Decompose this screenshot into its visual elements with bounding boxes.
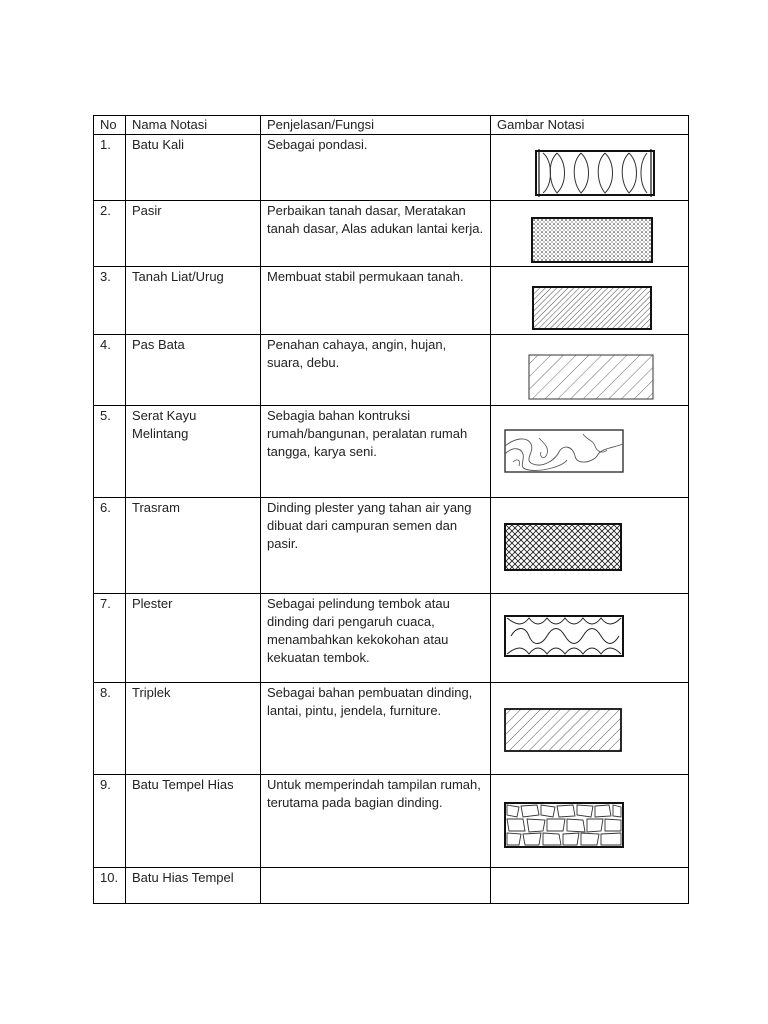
row-number: 1. [94, 135, 126, 201]
notation-image-cell [491, 498, 689, 594]
notation-description: Untuk memperindah tampilan rumah, terutama pada bagian dinding. [261, 775, 491, 868]
notation-table [93, 115, 689, 904]
row-number: 5. [94, 406, 126, 498]
table-row [94, 498, 689, 594]
triplek-pattern-icon [503, 707, 688, 753]
plester-pattern-icon [503, 612, 688, 660]
header-no: No [94, 116, 126, 135]
notation-name: Batu Tempel Hias [126, 775, 261, 868]
row-number: 8. [94, 683, 126, 775]
row-number: 2. [94, 201, 126, 267]
row-number: 9. [94, 775, 126, 868]
notation-name: Trasram [126, 498, 261, 594]
notation-image-cell [491, 594, 689, 683]
notation-image-cell [491, 406, 689, 498]
row-number: 6. [94, 498, 126, 594]
notation-image-cell [491, 135, 689, 201]
row-number: 7. [94, 594, 126, 683]
batu-kali-pattern-icon [535, 149, 688, 197]
table-row [94, 135, 689, 201]
notation-name: Plester [126, 594, 261, 683]
notation-description: Sebagai pondasi. [261, 135, 491, 201]
header-name: Nama Notasi [126, 116, 261, 135]
pas-bata-pattern-icon [527, 353, 688, 401]
notation-description: Membuat stabil permukaan tanah. [261, 267, 491, 335]
notation-name: Batu Hias Tempel [126, 868, 261, 904]
notation-name: Pas Bata [126, 335, 261, 406]
notation-name: Triplek [126, 683, 261, 775]
header-image: Gambar Notasi [491, 116, 689, 135]
notation-image-cell [491, 201, 689, 267]
table-row [94, 201, 689, 267]
table-row [94, 594, 689, 683]
notation-name: Pasir [126, 201, 261, 267]
trasram-pattern-icon [503, 522, 688, 572]
row-number: 4. [94, 335, 126, 406]
pasir-pattern-icon [529, 215, 688, 265]
notation-description: Dinding plester yang tahan air yang dibuat dari campuran semen dan pasir. [261, 498, 491, 594]
table-row [94, 683, 689, 775]
table-row [94, 775, 689, 868]
notation-description [261, 868, 491, 904]
notation-image-cell [491, 868, 689, 904]
serat-kayu-pattern-icon [503, 426, 688, 476]
notation-description: Perbaikan tanah dasar, Meratakan tanah dasar, Alas adukan lantai kerja. [261, 201, 491, 267]
notation-name: Batu Kali [126, 135, 261, 201]
tanah-liat-pattern-icon [531, 285, 688, 333]
notation-name: Serat Kayu Melintang [126, 406, 261, 498]
notation-description: Sebagai pelindung tembok atau dinding dari pengaruh cuaca, menambahkan kekokohan atau kekuatan tembok. [261, 594, 491, 683]
batu-tempel-pattern-icon [503, 801, 688, 849]
notation-image-cell [491, 267, 689, 335]
table-row [94, 335, 689, 406]
row-number: 10. [94, 868, 126, 904]
table-row [94, 868, 689, 904]
notation-description: Sebagai bahan pembuatan dinding, lantai, pintu, jendela, furniture. [261, 683, 491, 775]
notation-image-cell [491, 335, 689, 406]
header-description: Penjelasan/Fungsi [261, 116, 491, 135]
notation-image-cell [491, 683, 689, 775]
table-row [94, 406, 689, 498]
table-row [94, 267, 689, 335]
notation-name: Tanah Liat/Urug [126, 267, 261, 335]
notation-image-cell [491, 775, 689, 868]
table-header-row [94, 116, 689, 135]
notation-description: Penahan cahaya, angin, hujan, suara, debu. [261, 335, 491, 406]
row-number: 3. [94, 267, 126, 335]
notation-description: Sebagia bahan kontruksi rumah/bangunan, peralatan rumah tangga, karya seni. [261, 406, 491, 498]
